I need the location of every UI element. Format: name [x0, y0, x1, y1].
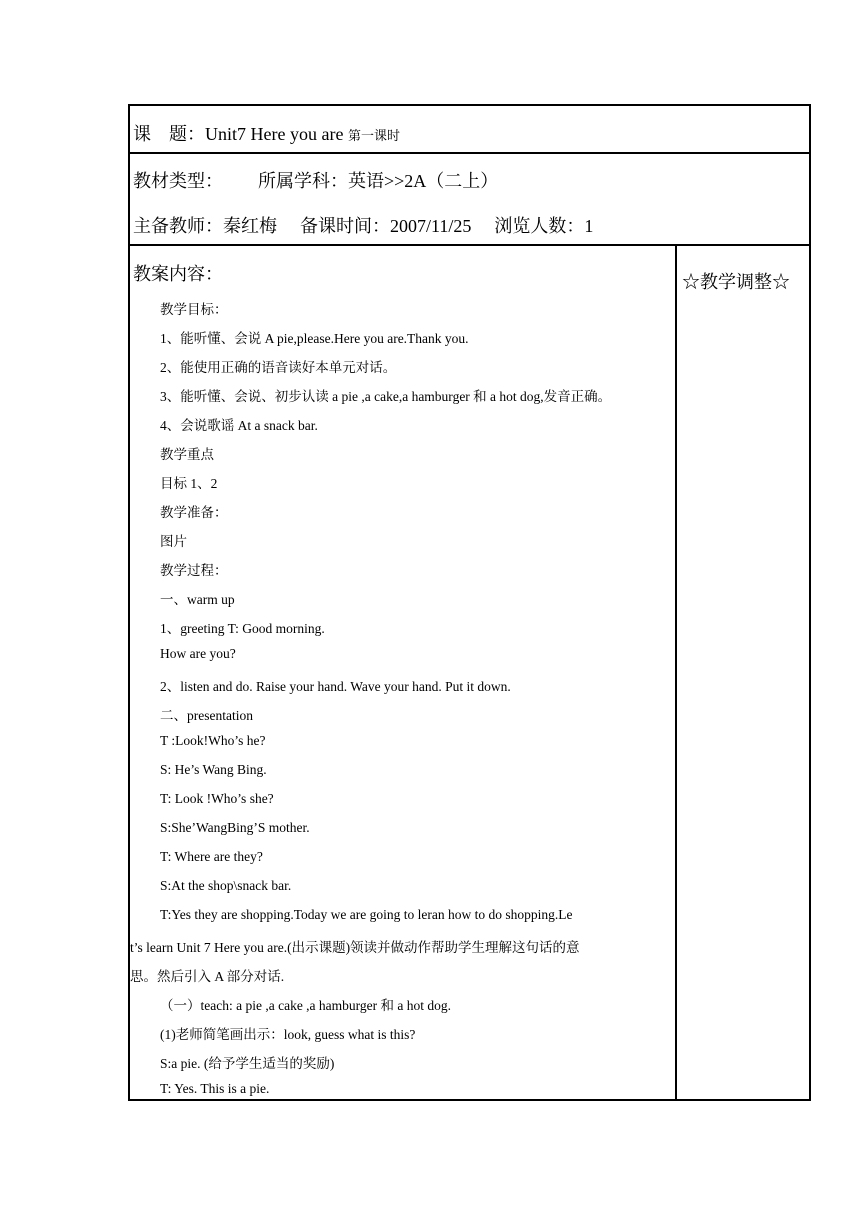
content-line: 3、能听懂、会说、初步认读 a pie ,a cake,a hamburger 和 a hot dog,发音正确。 [160, 389, 612, 404]
content-line: 一、warm up [160, 592, 235, 607]
column-divider [675, 245, 677, 1099]
date-label: 备课时间： [300, 216, 390, 236]
subject-value: 英语>>2A（二上） [348, 171, 499, 191]
type-row [133, 167, 498, 193]
type-label: 教材类型： [133, 171, 223, 191]
content-line: 教学目标： [160, 302, 228, 317]
content-line: T:Yes they are shopping.Today we are going to leran how to do shopping.Le [160, 907, 573, 922]
topic-label: 课 题： [133, 124, 205, 144]
content-label: 教案内容： [133, 264, 223, 284]
content-line: 目标 1、2 [160, 476, 218, 491]
topic-row [133, 120, 400, 146]
teacher-label: 主备教师： [133, 216, 223, 236]
content-line: S:a pie. (给予学生适当的奖励) [160, 1056, 335, 1071]
teacher-value: 秦红梅 [223, 216, 277, 236]
adjustment-column-title: ☆教学调整☆ [682, 272, 790, 292]
content-line: (1)老师简笔画出示：look, guess what is this? [160, 1027, 416, 1042]
date-value: 2007/11/25 [390, 216, 472, 236]
content-line: 4、会说歌谣 At a snack bar. [160, 418, 318, 433]
content-line: S:She’WangBing’S mother. [160, 820, 310, 835]
content-line: T: Yes. This is a pie. [160, 1081, 270, 1096]
views-label: 浏览人数： [494, 216, 585, 236]
divider [130, 244, 809, 246]
content-line: 思。然后引入 A 部分对话. [130, 969, 285, 984]
content-line: 2、能使用正确的语音读好本单元对话。 [160, 360, 397, 375]
content-line: t’s learn Unit 7 Here you are.(出示课题)领读并做动作帮助学生理解这句话的意 [130, 940, 580, 955]
content-line: 1、greeting T: Good morning. [160, 621, 325, 636]
content-line: S:At the shop\snack bar. [160, 878, 292, 893]
content-line: T: Where are they? [160, 849, 263, 864]
content-line: （一）teach: a pie ,a cake ,a hamburger 和 a hot dog. [160, 998, 452, 1013]
content-line: 教学重点 [160, 447, 214, 462]
content-line: S: He’s Wang Bing. [160, 762, 267, 777]
content-line: 2、listen and do. Raise your hand. Wave your hand. Put it down. [160, 679, 511, 694]
topic-title: Unit7 Here you are [205, 124, 344, 144]
content-line: T: Look !Who’s she? [160, 791, 274, 806]
teacher-row [133, 212, 593, 238]
content-line: 教学准备： [160, 505, 228, 520]
subject-label: 所属学科： [258, 171, 348, 191]
content-line: 二、presentation [160, 708, 253, 723]
content-line: 1、能听懂、会说 A pie,please.Here you are.Thank you. [160, 331, 469, 346]
content-line: How are you? [160, 646, 236, 661]
lesson-plan-table [128, 104, 811, 1101]
views-value: 1 [584, 216, 594, 236]
content-line: 图片 [160, 534, 187, 549]
divider [130, 152, 809, 154]
content-line: T :Look!Who’s he? [160, 733, 266, 748]
topic-lesson: 第一课时 [347, 128, 400, 143]
content-line: 教学过程： [160, 563, 228, 578]
